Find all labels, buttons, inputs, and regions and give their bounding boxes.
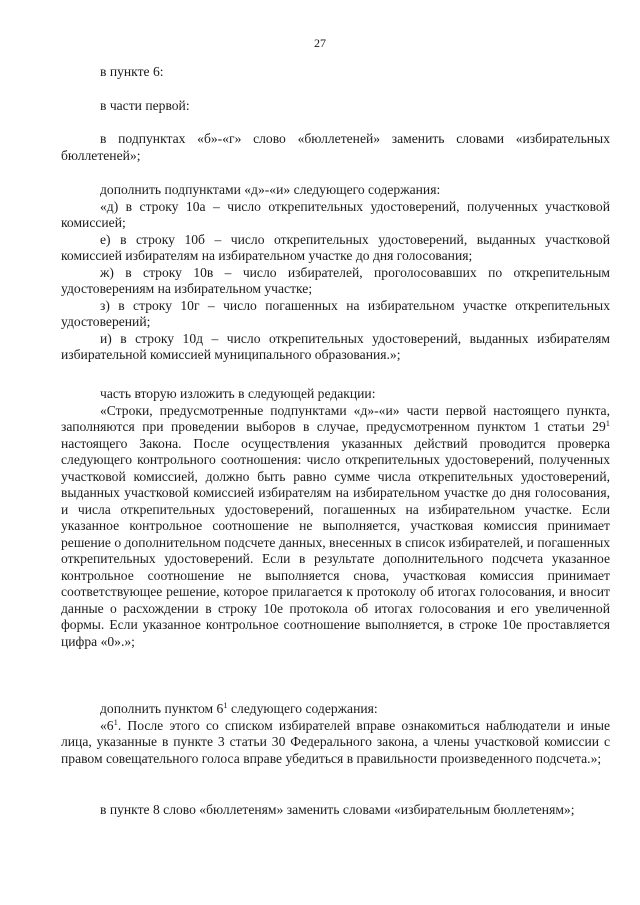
paragraph: в подпунктах «б»-«г» слово «бюллетеней» заменить словами «избирательных бюллетеней»; xyxy=(61,131,610,163)
paragraph: з) в строку 10г – число погашенных на избирательном участке открепительных удостоверений; xyxy=(61,297,610,329)
paragraph: в пункте 8 слово «бюллетеням» заменить словами «избирательным бюллетеням»; xyxy=(100,802,575,817)
paragraph: часть вторую изложить в следующей редакции: xyxy=(100,386,376,401)
paragraph xyxy=(61,701,610,718)
text-run: «Строки, предусмотренные подпунктами «д»-«и» части первой настоящего пункта, заполняются при проведении выборов в случае, предусмотренном пунктом 1 статьи 29 xyxy=(61,402,610,434)
text-run: дополнить пунктом 6 xyxy=(100,701,224,716)
superscript: 1 xyxy=(113,716,118,727)
paragraph-block-5 xyxy=(61,386,610,650)
paragraph: е) в строку 10б – число открепительных удостоверений, выданных участковой комиссией избирателям на избирательном участке до дня голосования; xyxy=(61,231,610,263)
paragraph: «д) в строку 10а – число открепительных удостоверений, полученных участковой комиссией; xyxy=(61,198,610,230)
superscript: 1 xyxy=(223,700,228,710)
paragraph: дополнить подпунктами «д»-«и» следующего содержания: xyxy=(100,182,441,197)
text-run: следующего содержания: xyxy=(227,701,378,716)
paragraph: в части первой: xyxy=(100,98,190,113)
paragraph: ж) в строку 10в – число избирателей, проголосовавших по открепительным удостоверениям на избирательном участке; xyxy=(61,264,610,296)
page-number: 27 xyxy=(314,36,326,50)
paragraph-block-1 xyxy=(61,64,610,81)
text-run: . После этого со списком избирателей вправе ознакомиться наблюдатели и иные лица, указанные в пункте 3 статьи 30 Федерального закона, а члены участковой комиссии с правом совещательного голоса вправе убедиться в правильности произведенного подсчета.»; xyxy=(61,717,610,766)
paragraph: в пункте 6: xyxy=(100,64,164,79)
paragraph-block-6 xyxy=(61,701,610,767)
paragraph-block-3 xyxy=(61,131,610,164)
superscript: 1 xyxy=(605,418,610,428)
paragraph xyxy=(61,403,610,651)
text-run: настоящего Закона. После осуществления указанных действий проводится проверка следующего контрольного соотношения: число открепительных удостоверений, полученных участковой комиссией, должно быть равно сумме числа открепительных удостоверений, выданных участковой комиссией избирателям на избирательном участке до дня голосования, и числа открепительных удостоверений, погашенных на избирательном участке. Если указанное контрольное соотношение не выполняется, участковая комиссия принимает решение о дополнительном подсчете данных, внесенных в список избирателей, и погашенных открепительных удостоверений. Если в результате дополнительного подсчета указанное контрольное соотношение не выполняется снова, участковая комиссия принимает соответствующее решение, которое прилагается к протоколу об итогах голосования, и вносит данные о расхождении в строку 10е протокола об итогах голосования и его увеличенной формы. Если указанное контрольное соотношение выполняется, в строке 10е проставляется цифра «0».»; xyxy=(61,435,610,649)
paragraph: и) в строку 10д – число открепительных удостоверений, выданных избирателям избирательной комиссией муниципального образования.»; xyxy=(61,330,610,362)
paragraph xyxy=(61,718,610,768)
paragraph-block-2 xyxy=(61,98,610,115)
text-run: «6 xyxy=(100,717,114,733)
paragraph-block-7 xyxy=(61,802,610,819)
paragraph-block-4 xyxy=(61,182,610,364)
